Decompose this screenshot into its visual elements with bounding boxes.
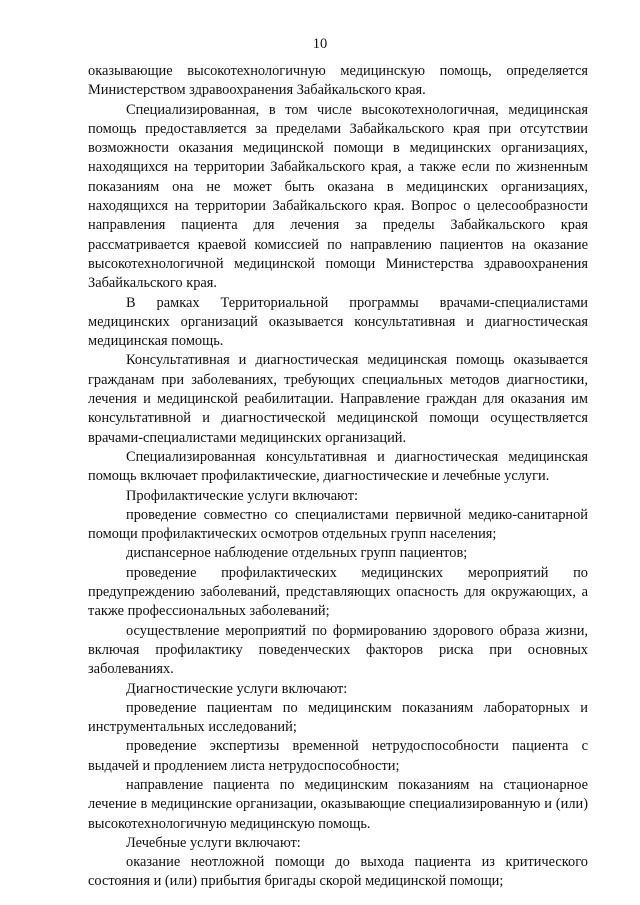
paragraph-consultative-diagnostic-care: Консультативная и диагностическая медицинская помощь оказывается гражданам при заболеваниях, требующих специальных методов диагностики, лечения и медицинской реабилитации. Направление граждан для оказания им консультативной и диагностической медицинской помощи осуществляется врачами-специалистами медицинских организаций. xyxy=(88,352,588,446)
paragraph-continuation: оказывающие высокотехнологичную медицинскую помощь, определяется Министерством здравоохранения Забайкальского края. xyxy=(88,63,588,99)
heading-diagnostic-services: Диагностические услуги включают: xyxy=(126,680,348,697)
heading-preventive-services: Профилактические услуги включают: xyxy=(126,487,359,504)
list-item-dispensary-observation: диспансерное наблюдение отдельных групп пациентов; xyxy=(126,545,468,562)
list-item-preventive-exams: проведение совместно со специалистами первичной медико-санитарной помощи профилактических осмотров отдельных групп населения; xyxy=(88,506,588,543)
list-item-lab-research: проведение пациентам по медицинским показаниям лабораторных и инструментальных исследований; xyxy=(88,699,588,736)
list-item-healthy-lifestyle: осуществление мероприятий по формированию здорового образа жизни, включая профилактику поведенческих факторов риска при основных заболеваниях. xyxy=(88,622,588,678)
paragraph-services-included: Специализированная консультативная и диагностическая медицинская помощь включает профилактические, диагностические и лечебные услуги. xyxy=(88,448,588,485)
list-item-emergency-help: оказание неотложной помощи до выхода пациента из критического состояния и (или) прибытия бригады скорой медицинской помощи; xyxy=(88,854,588,890)
heading-treatment-services: Лечебные услуги включают: xyxy=(126,834,301,851)
paragraph-specialized-care-outside-region: Специализированная, в том числе высокотехнологичная, медицинская помощь предоставляется за пределами Забайкальского края при отсутствии возможности оказания медицинской помощи в медицинских организациях, находящихся на территории Забайкальского края, а также если по жизненным показаниям она не может быть оказана в медицинских организациях, находящихся на территории Забайкальского края. Вопрос о целесообразности направления пациента для лечения за пределы Забайкальского края рассматривается краевой комиссией по направлению пациентов на оказание высокотехнологичной медицинской помощи Министерства здравоохранения Забайкальского края. xyxy=(88,101,588,292)
page-number: 10 xyxy=(312,36,328,52)
list-item-hospital-referral: направление пациента по медицинским показаниям на стационарное лечение в медицинские организации, оказывающие специализированную и (или) высокотехнологичную медицинскую помощь. xyxy=(88,776,588,832)
paragraph-territorial-program: В рамках Территориальной программы врачами-специалистами медицинских организаций оказывается консультативная и диагностическая медицинская помощь. xyxy=(88,294,588,350)
list-item-disease-prevention: проведение профилактических медицинских мероприятий по предупреждению заболеваний, представляющих опасность для окружающих, а также профессиональных заболеваний; xyxy=(88,564,588,620)
list-item-disability-expertise: проведение экспертизы временной нетрудоспособности пациента с выдачей и продлением листа нетрудоспособности; xyxy=(88,738,588,774)
document-body xyxy=(88,62,588,892)
